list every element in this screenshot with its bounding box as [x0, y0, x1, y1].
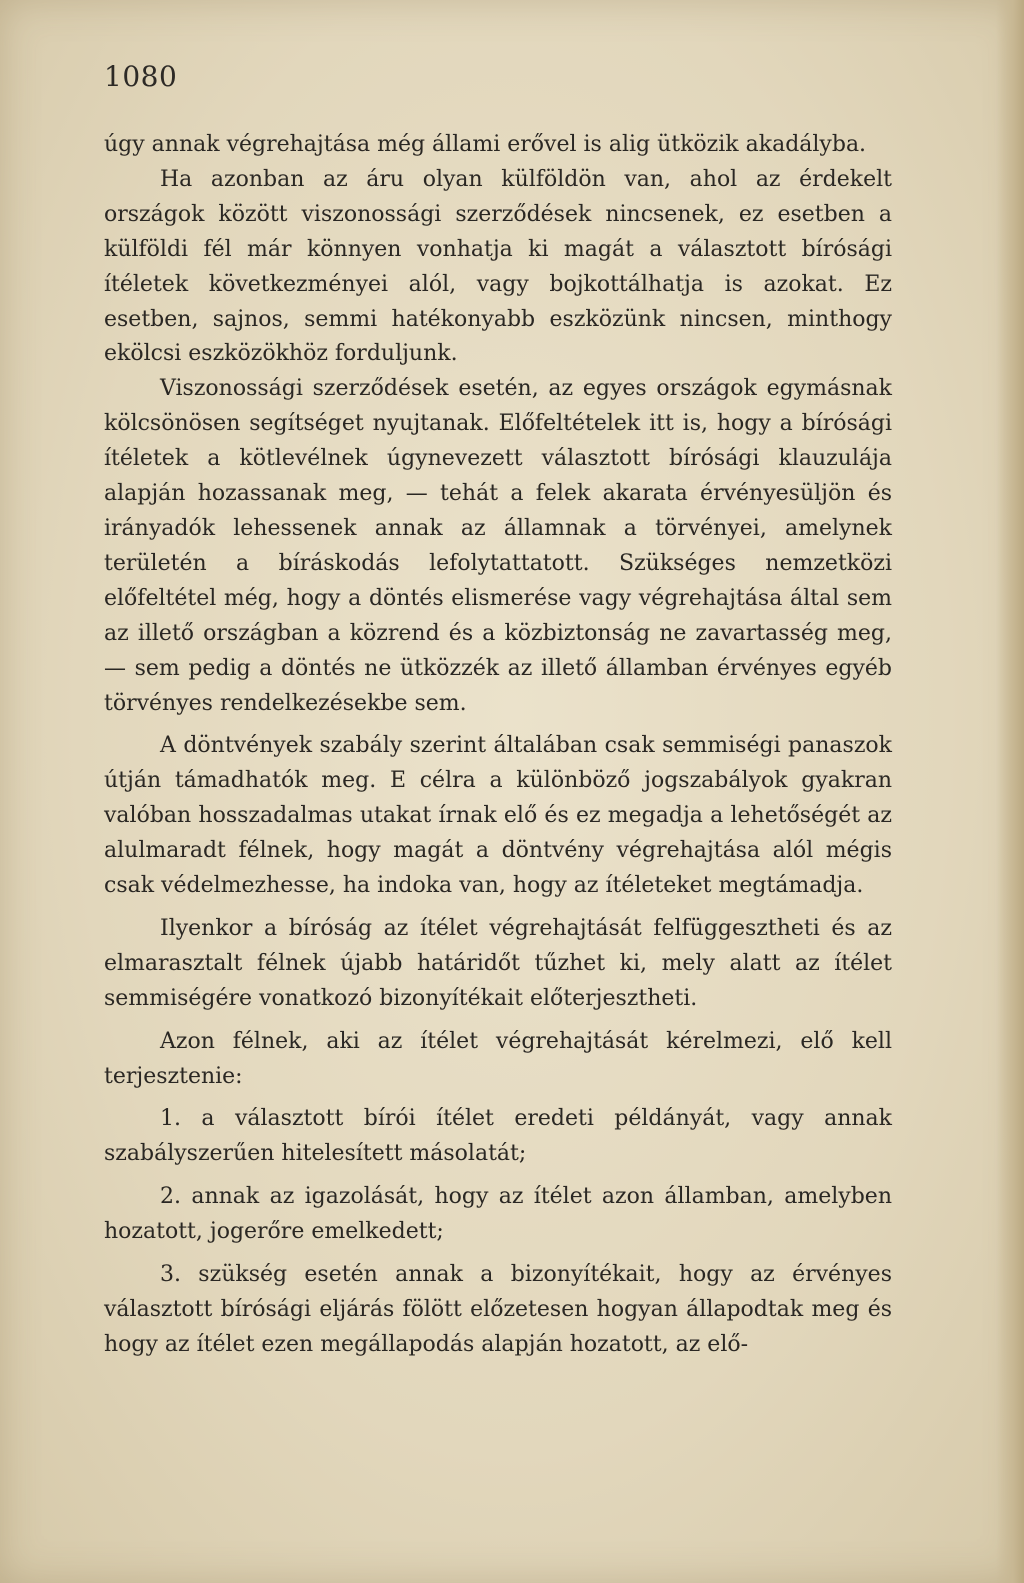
paragraph: Viszonossági szerződések esetén, az egyes országok egymásnak kölcsönösen segítséget nyujtanak. Előfeltételek itt is, hogy a bírósági ítéletek a kötlevélnek úgynevezett választott bírósági klauzulája alapján hozassanak meg, — tehát a felek akarata érvényesüljön és irányadók lehessenek annak az államnak a törvényei, amelynek területén a bíráskodás lefolytattatott. Szükséges nemzetközi előfeltétel még, hogy a döntés elismerése vagy végrehajtása által sem az illető országban a közrend és a közbiztonság ne zavartasség meg, — sem pedig a döntés ne ütközzék az illető államban érvényes egyéb törvényes rendelkezésekbe sem.	[104, 376, 892, 716]
list-item: 3. szükség esetén annak a bizonyítékait, hogy az érvényes választott bírósági eljárás fölött előzetesen hogyan állapodtak meg és hogy az ítélet ezen megállapodás alapján hozatott, az elő-	[104, 1262, 892, 1357]
page-number: 1080	[104, 60, 178, 93]
page-edge	[996, 0, 1024, 1583]
body-text	[104, 128, 892, 1363]
paragraph: Azon félnek, aki az ítélet végrehajtását kérelmezi, elő kell terjesztenie:	[104, 1028, 892, 1089]
paragraph: Ilyenkor a bíróság az ítélet végrehajtását felfüggesztheti és az elmarasztalt félnek újabb határidőt tűzhet ki, mely alatt az ítélet semmiségére vonatkozó bizonyítékait előterjesztheti.	[104, 915, 892, 1011]
paragraph: úgy annak végrehajtása még állami erővel is alig ütközik akadályba.	[104, 132, 867, 157]
list-item: 1. a választott bírói ítélet eredeti példányát, vagy annak szabályszerűen hitelesített másolatát;	[104, 1106, 892, 1167]
list-item: 2. annak az igazolását, hogy az ítélet azon államban, amelyben hozatott, jogerőre emelkedett;	[104, 1184, 892, 1245]
paragraph: A döntvények szabály szerint általában csak semmiségi panaszok útján támadhatók meg. E célra a különböző jogszabályok gyakran valóban hosszadalmas utakat írnak elő és ez megadja a lehetőségét az alulmaradt félnek, hogy magát a döntvény végrehajtása alól mégis csak védelmezhesse, ha indoka van, hogy az ítéleteket megtámadja.	[104, 733, 892, 899]
paragraph: Ha azonban az áru olyan külföldön van, ahol az érdekelt országok között viszonossági szerződések nincsenek, ez esetben a külföldi fél már könnyen vonhatja ki magát a választott bírósági ítéletek következményei alól, vagy bojkottálhatja is azokat. Ez esetben, sajnos, semmi hatékonyabb eszközünk nincsen, minthogy ekölcsi eszközökhöz forduljunk.	[104, 166, 892, 367]
